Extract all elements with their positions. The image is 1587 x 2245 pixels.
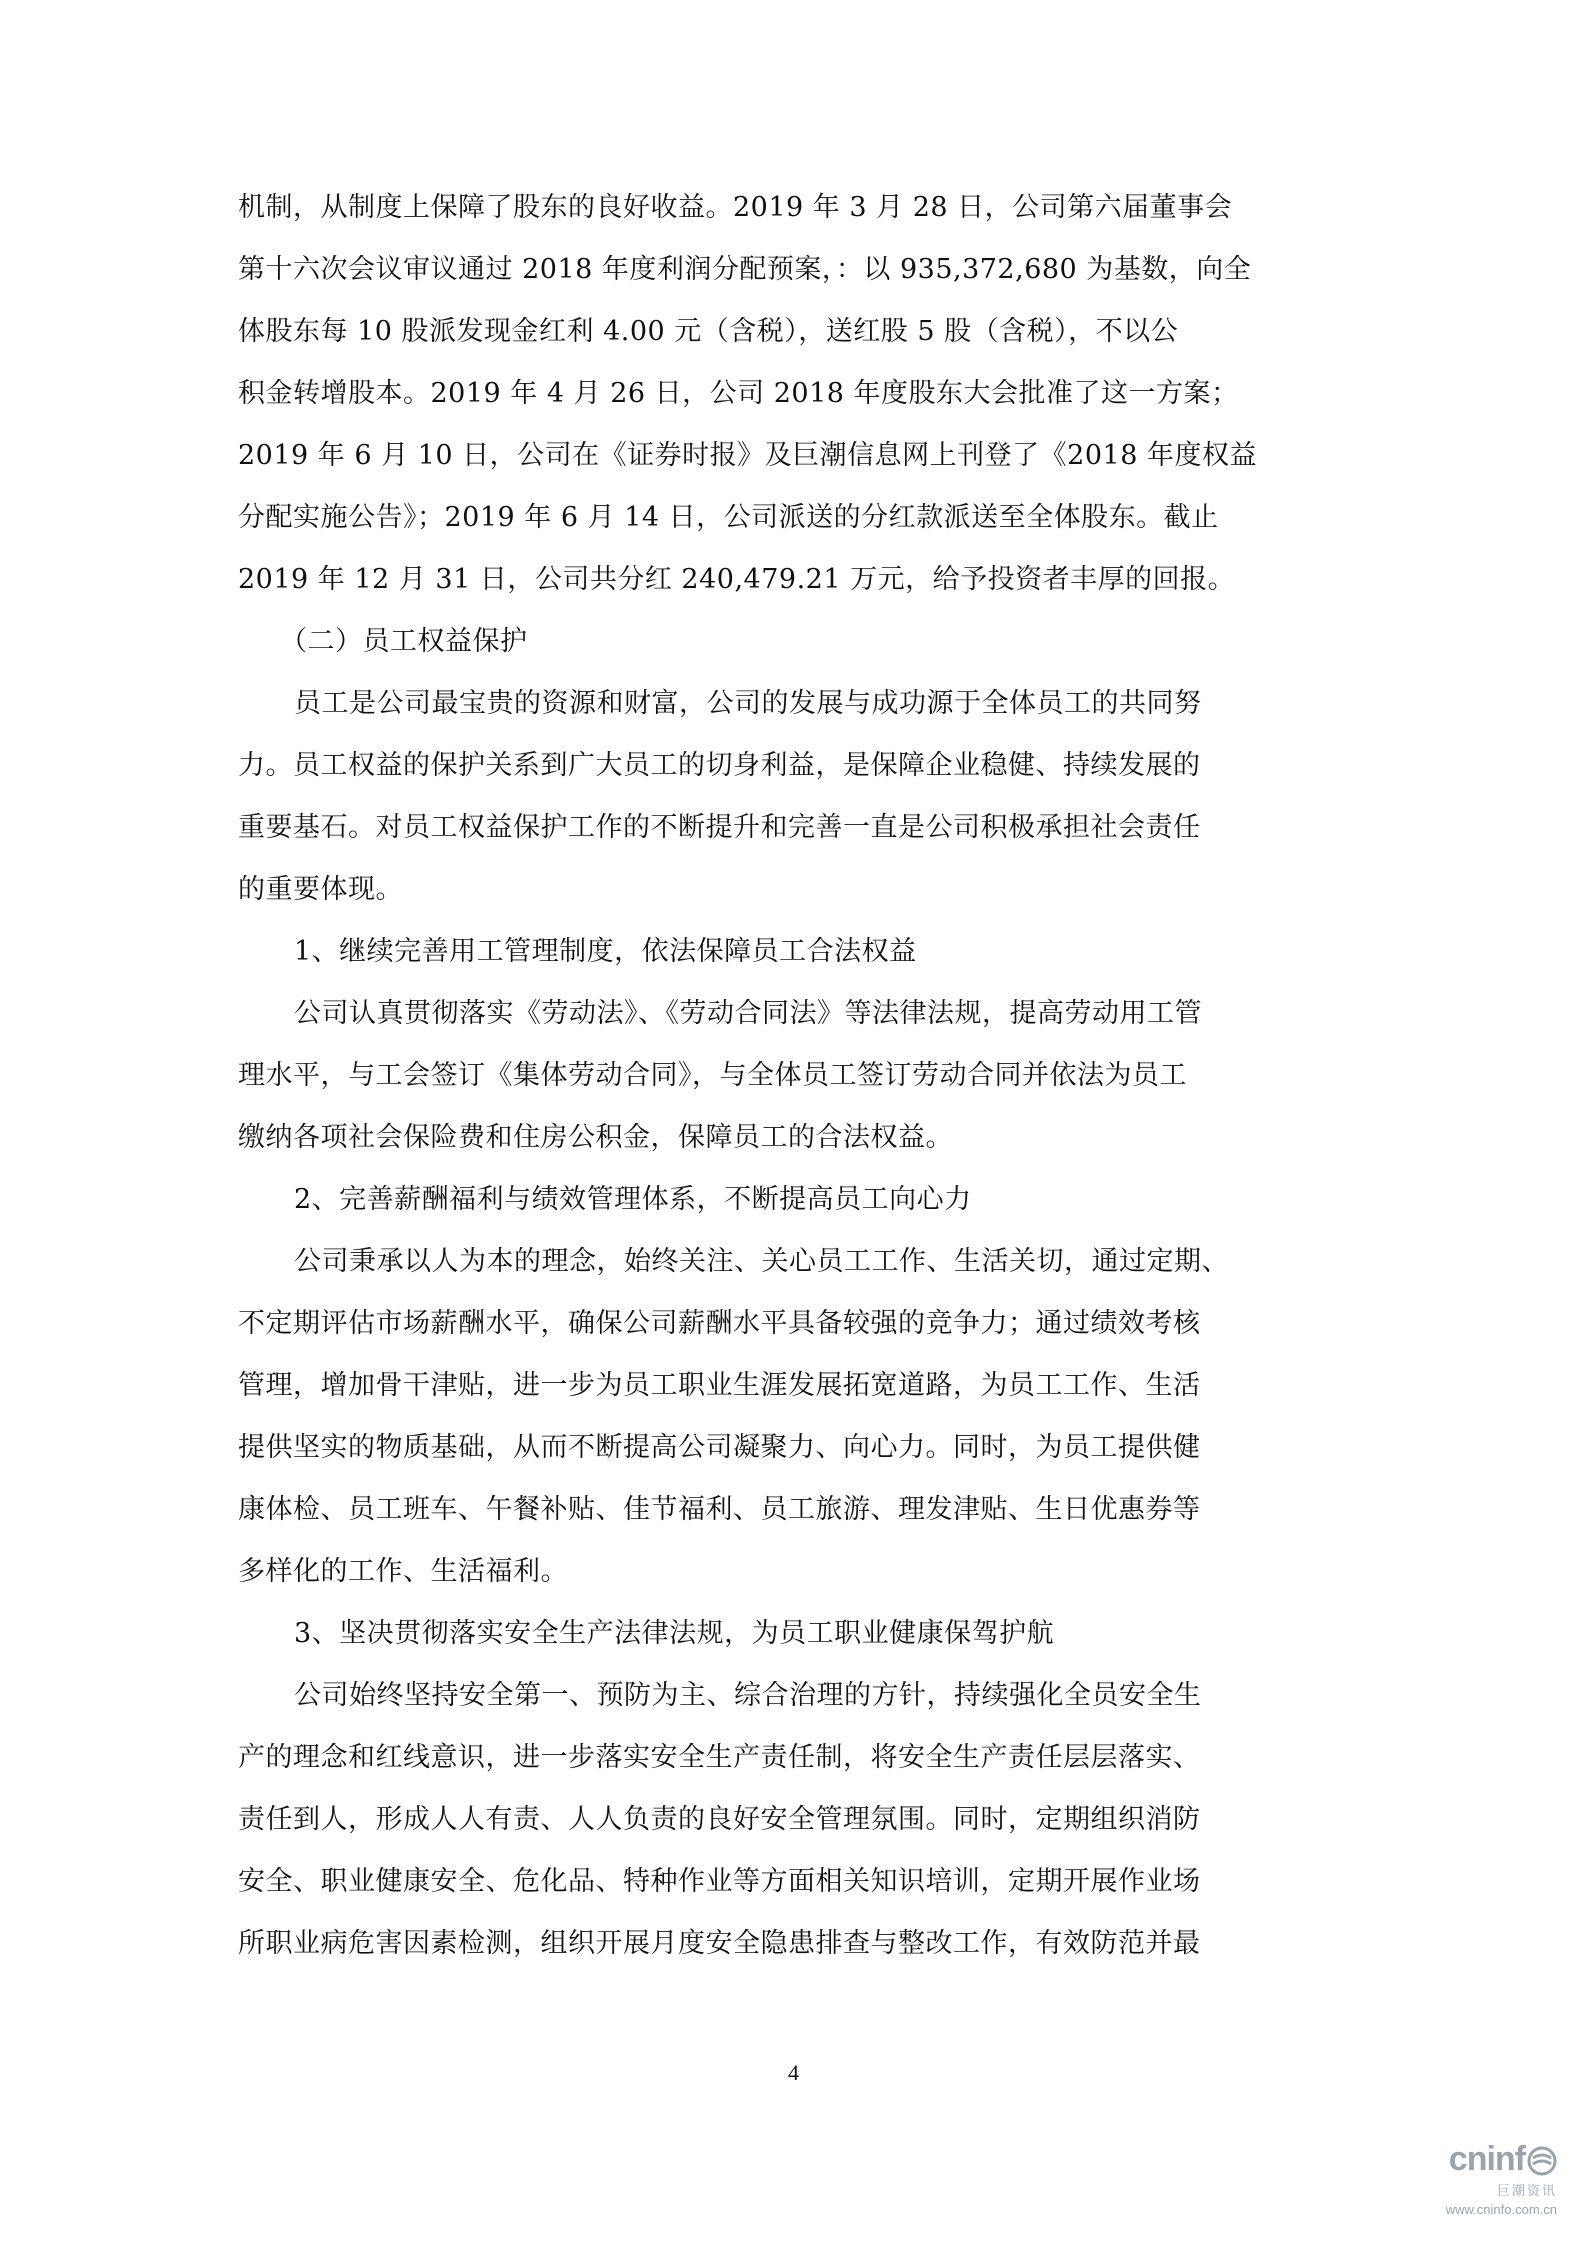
paragraph-line: 2019 年 12 月 31 日，公司共分红 240,479.21 万元，给予投资者丰厚的回报。 [238,564,1236,595]
paragraph-line: 员工是公司最宝贵的资源和财富，公司的发展与成功源于全体员工的共同努 [294,688,1202,719]
paragraph-line: 理水平，与工会签订《集体劳动合同》，与全体员工签订劳动合同并依法为员工 [238,1060,1187,1091]
watermark-brand-cn: 巨潮资讯 [1496,2184,1557,2199]
paragraph-line: 分配实施公告》；2019 年 6 月 14 日，公司派送的分红款派送至全体股东。截止 [238,502,1219,533]
paragraph-line: 所职业病危害因素检测，组织开展月度安全隐患排查与整改工作，有效防范并最 [238,1928,1201,1959]
section-heading: （二）员工权益保护 [280,626,528,657]
paragraph-line: 提供坚实的物质基础，从而不断提高公司凝聚力、向心力。同时，为员工提供健 [238,1432,1201,1463]
paragraph-line: 不定期评估市场薪酬水平，确保公司薪酬水平具备较强的竞争力；通过绩效考核 [238,1308,1201,1339]
paragraph-line: 安全、职业健康安全、危化品、特种作业等方面相关知识培训，定期开展作业场 [238,1866,1201,1897]
paragraph-line: 2019 年 6 月 10 日，公司在《证券时报》及巨潮信息网上刊登了《2018 年度权益 [238,440,1257,471]
paragraph-line: 力。员工权益的保护关系到广大员工的切身利益，是保障企业稳健、持续发展的 [238,750,1201,781]
paragraph-line: 体股东每 10 股派发现金红利 4.00 元（含税），送红股 5 股（含税），不以公 [238,316,1179,347]
page-number: 4 [788,2060,799,2085]
paragraph-line: 公司始终坚持安全第一、预防为主、综合治理的方针，持续强化全员安全生 [294,1680,1202,1711]
paragraph-line: 积金转增股本。2019 年 4 月 26 日，公司 2018 年度股东大会批准了这一方案； [238,378,1239,409]
paragraph-line: 的重要体现。 [238,874,403,905]
cninfo-watermark [1415,2140,1565,2230]
paragraph-line: 康体检、员工班车、午餐补贴、佳节福利、员工旅游、理发津贴、生日优惠券等 [238,1494,1201,1525]
paragraph-line: 责任到人，形成人人有责、人人负责的良好安全管理氛围。同时，定期组织消防 [238,1804,1201,1835]
paragraph-line: 多样化的工作、生活福利。 [238,1556,568,1587]
paragraph-line: 重要基石。对员工权益保护工作的不断提升和完善一直是公司积极承担社会责任 [238,812,1201,843]
subsection-heading: 1、继续完善用工管理制度，依法保障员工合法权益 [294,936,917,967]
subsection-heading: 3、坚决贯彻落实安全生产法律法规，为员工职业健康保驾护航 [294,1618,1055,1649]
paragraph-line: 第十六次会议审议通过 2018 年度利润分配预案，：以 935,372,680 为基数，向全 [238,254,1252,285]
paragraph-line: 公司秉承以人为本的理念，始终关注、关心员工工作、生活关切，通过定期、 [294,1246,1229,1277]
paragraph-line: 缴纳各项社会保险费和住房公积金，保障员工的合法权益。 [238,1122,953,1153]
paragraph-line: 产的理念和红线意识，进一步落实安全生产责任制，将安全生产责任层层落实、 [238,1742,1201,1773]
cninfo-logo-icon [1527,2146,1557,2176]
watermark-brand: cninf [1448,2140,1525,2178]
paragraph-line: 管理，增加骨干津贴，进一步为员工职业生涯发展拓宽道路，为员工工作、生活 [238,1370,1201,1401]
subsection-heading: 2、完善薪酬福利与绩效管理体系，不断提高员工向心力 [294,1184,972,1215]
paragraph-line: 公司认真贯彻落实《劳动法》、《劳动合同法》等法律法规，提高劳动用工管 [294,998,1202,1029]
watermark-url: www.cninfo.com.cn [1445,2202,1557,2217]
paragraph-line: 机制，从制度上保障了股东的良好收益。2019 年 3 月 28 日，公司第六届董事会 [238,192,1233,223]
